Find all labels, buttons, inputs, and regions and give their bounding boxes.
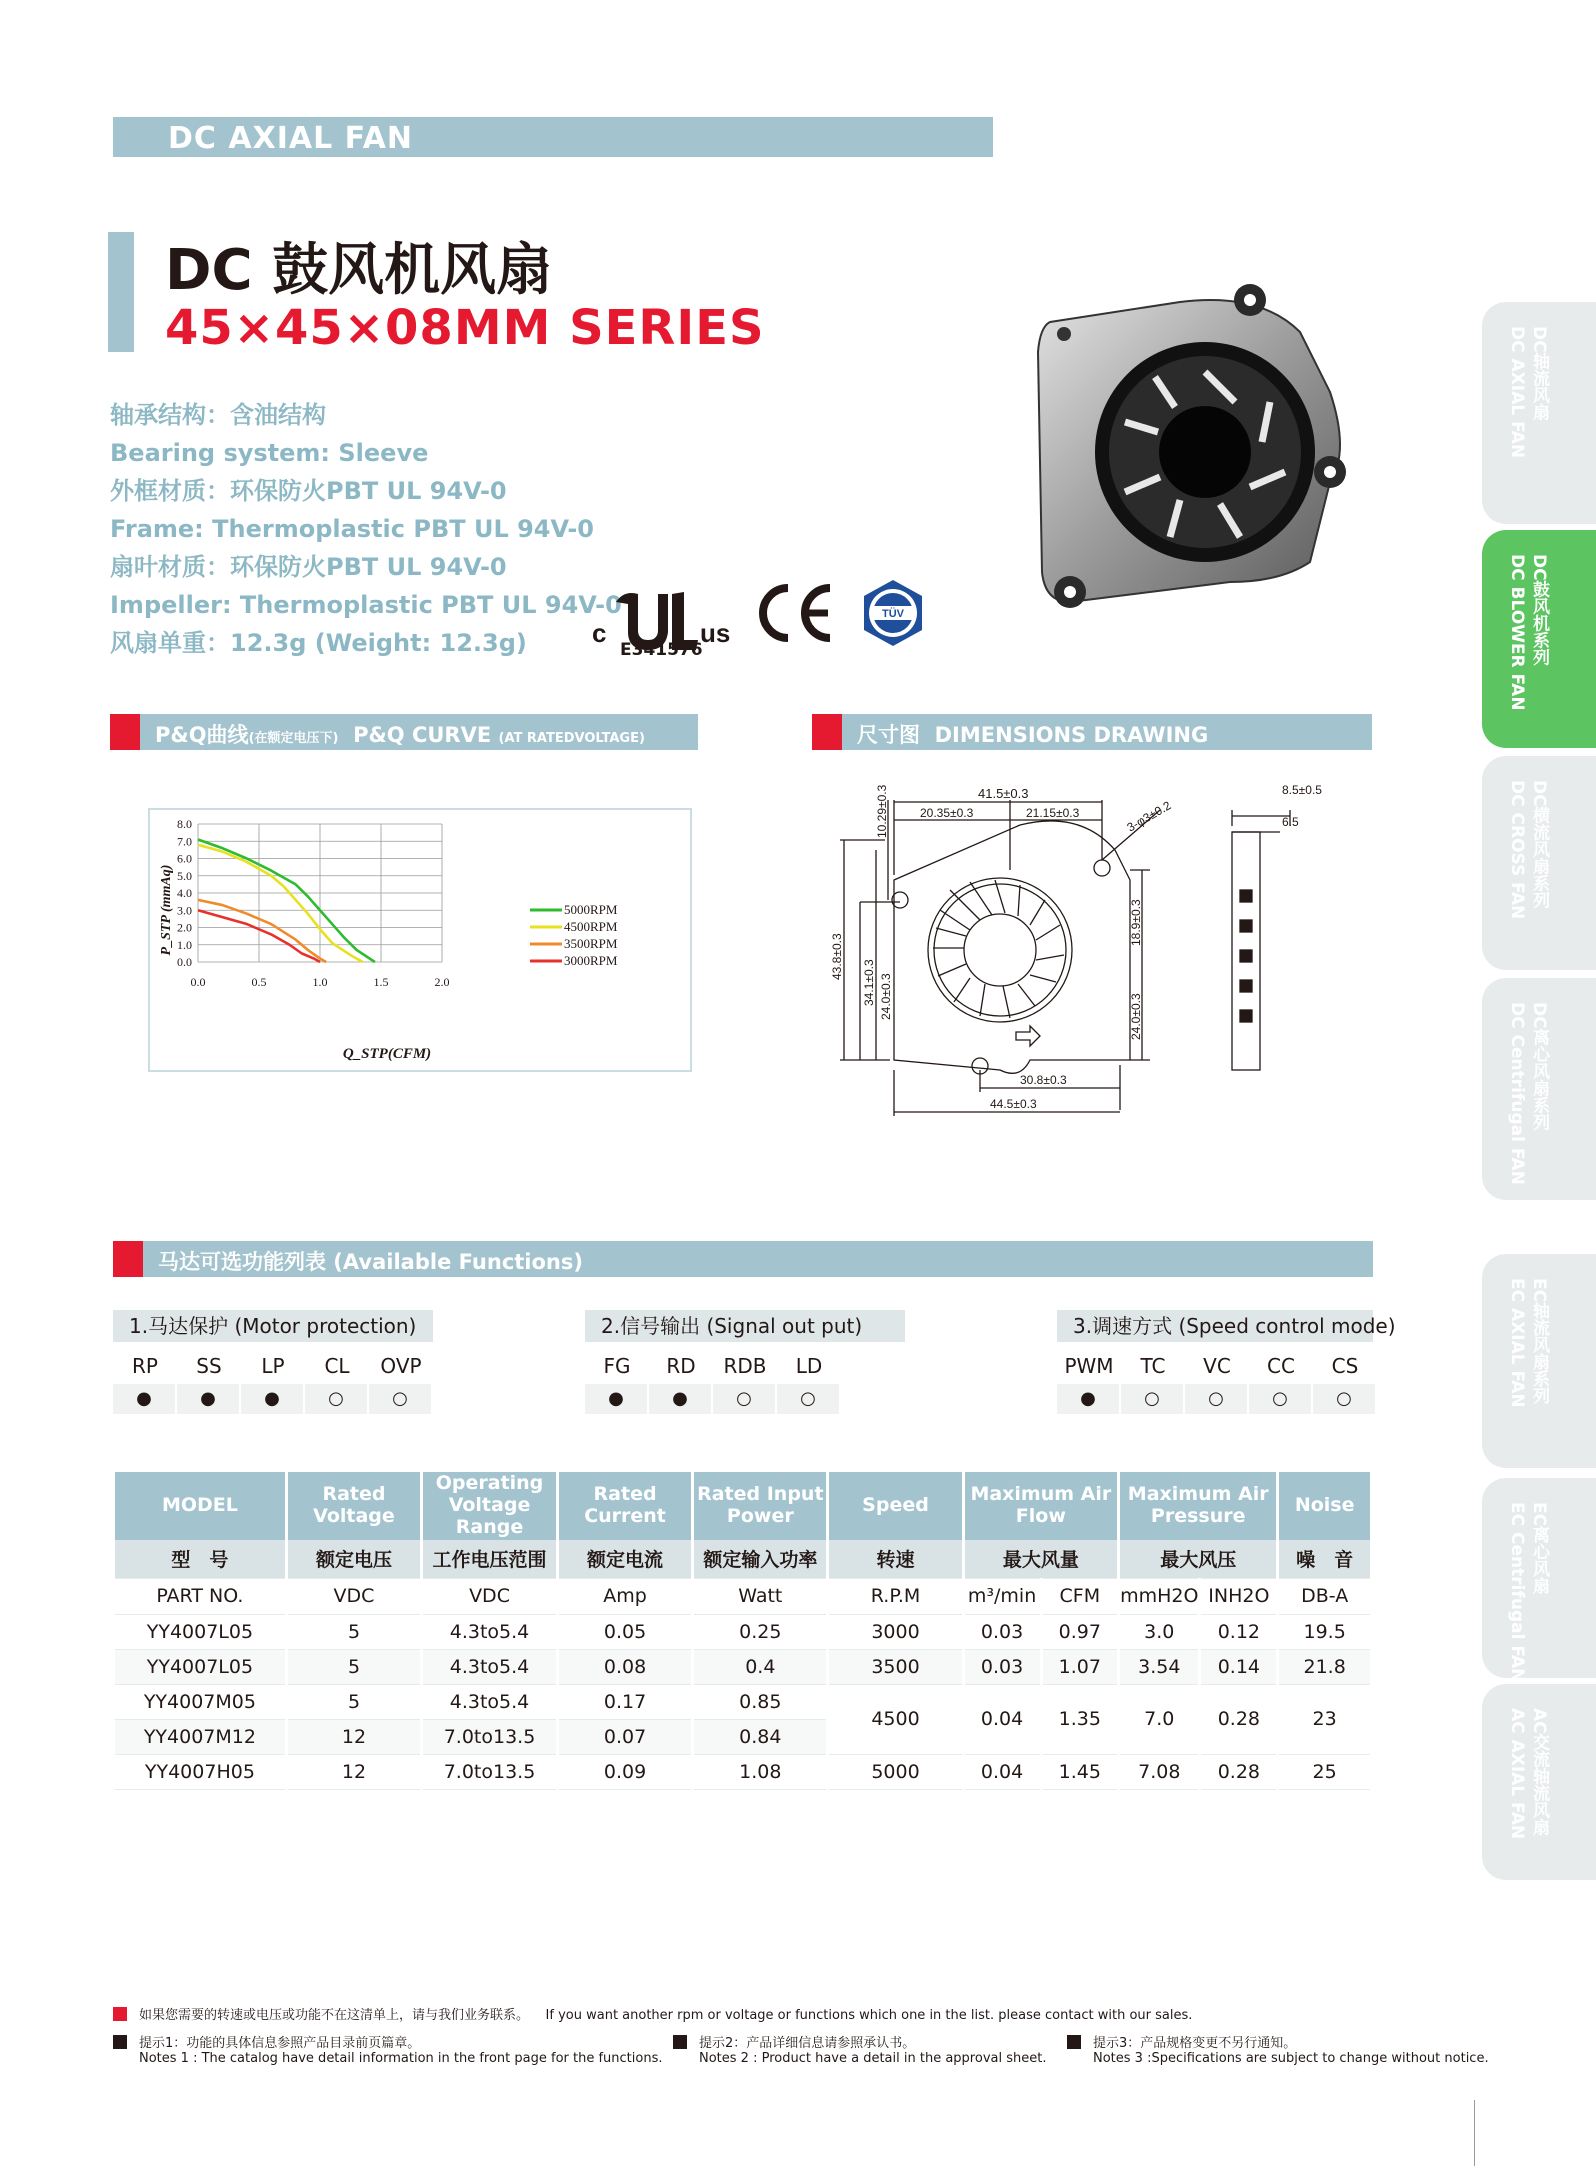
function-code: PWM — [1064, 1354, 1114, 1378]
function-mark: ● — [1057, 1384, 1121, 1414]
side-tab-label — [1506, 326, 1550, 458]
chart-x-ticks — [191, 975, 450, 989]
side-tab-cn: DC轴流风扇 — [1529, 326, 1549, 421]
side-tab-cn: DC鼓风机系列 — [1529, 554, 1549, 666]
dims-title-cn: 尺寸图 — [857, 723, 920, 747]
dim-41-5: 41.5±0.3 — [978, 786, 1029, 801]
cell-current: 0.07 — [557, 1719, 692, 1754]
note-contact-cn: 如果您需要的转速或电压或功能不在这清单上，请与我们业务联系。 — [139, 2008, 530, 2023]
note-3-cn: 提示3：产品规格变更不另行通知。 — [1093, 2036, 1297, 2051]
side-tab-dc-blower[interactable] — [1482, 530, 1596, 748]
cell-voltage: 5 — [286, 1684, 421, 1719]
table-header-row — [115, 1472, 1372, 1540]
dim-24-0-right: 24.0±0.3 — [1129, 993, 1143, 1040]
unit-cell: CFM — [1041, 1578, 1119, 1614]
table-units-row — [115, 1578, 1372, 1614]
cell-flow-cfm: 1.07 — [1041, 1649, 1119, 1684]
cell-noise: 19.5 — [1278, 1614, 1372, 1649]
function-mark: ○ — [713, 1384, 777, 1414]
cell-model: YY4007H05 — [115, 1754, 286, 1789]
col-header-air-pressure: Maximum Air Pressure — [1119, 1472, 1278, 1540]
ul-c-label: c — [592, 618, 607, 648]
cn-header-cell: 额定电流 — [557, 1540, 692, 1578]
spec-weight: 风扇单重：12.3g (Weight: 12.3g) — [110, 629, 527, 657]
cell-power: 0.4 — [693, 1649, 828, 1684]
chart-series-lines — [198, 840, 375, 962]
side-tab-en: EC AXIAL FAN — [1507, 1278, 1527, 1408]
x-tick-label: 2.0 — [434, 975, 450, 989]
function-group-speed-control — [1057, 1310, 1396, 1414]
cell-pressure-mm: 3.0 — [1119, 1614, 1200, 1649]
red-square-icon — [113, 2007, 127, 2021]
side-tab-label — [1506, 1002, 1550, 1185]
x-tick-label: 1.0 — [312, 975, 328, 989]
pq-section-marker — [110, 714, 140, 750]
cell-power: 0.84 — [693, 1719, 828, 1754]
spec-list — [110, 396, 622, 662]
cell-flow-cfm: 0.97 — [1041, 1614, 1119, 1649]
page-edge-line — [1474, 2100, 1475, 2166]
y-tick-label: 3.0 — [177, 903, 192, 918]
cell-current: 0.05 — [557, 1614, 692, 1649]
legend-label: 5000RPM — [564, 902, 618, 917]
cell-voltage: 12 — [286, 1719, 421, 1754]
side-tab-cn: EC轴流风扇系列 — [1529, 1278, 1549, 1405]
cell-pressure-in: 0.28 — [1200, 1754, 1278, 1789]
tuv-label: TÜV — [882, 608, 904, 620]
dim-6-5: 6.5 — [1282, 815, 1299, 829]
title-accent-bar — [108, 232, 134, 352]
side-tab-ec-axial[interactable] — [1482, 1254, 1596, 1468]
function-code: CL — [324, 1354, 350, 1378]
side-tab-ec-centrifugal[interactable] — [1482, 1478, 1596, 1683]
note-1-en: Notes 1 : The catalog have detail information in the front page for the functions. — [139, 2051, 663, 2066]
fan-product-image — [1030, 282, 1352, 612]
note-1-cn: 提示1：功能的具体信息参照产品目录前页篇章。 — [139, 2036, 421, 2051]
series-title: 45×45×08MM SERIES — [165, 300, 765, 356]
cell-power: 0.25 — [693, 1614, 828, 1649]
pq-section-title — [155, 719, 645, 749]
y-tick-label: 0.0 — [177, 955, 192, 969]
x-tick-label: 0.5 — [251, 975, 267, 989]
function-code: OVP — [380, 1354, 422, 1378]
cell-speed: 5000 — [828, 1754, 963, 1789]
spec-bearing-en: Bearing system: Sleeve — [110, 439, 429, 467]
unit-cell: mmH2O — [1119, 1578, 1200, 1614]
side-tab-en: AC AXIAL FAN — [1507, 1708, 1527, 1840]
function-marks-row — [585, 1384, 905, 1414]
spec-frame-en: Frame: Thermoplastic PBT UL 94V-0 — [110, 515, 594, 543]
header-banner — [113, 117, 993, 157]
function-mark: ○ — [305, 1384, 369, 1414]
function-mark: ● — [585, 1384, 649, 1414]
dim-18-9: 18.9±0.3 — [1129, 899, 1143, 946]
chart-y-ticks — [177, 817, 192, 969]
black-square-icon — [113, 2035, 127, 2049]
page-title: DC 鼓风机风扇 — [165, 238, 553, 303]
cell-flow-cfm: 1.45 — [1041, 1754, 1119, 1789]
function-mark: ○ — [369, 1384, 433, 1414]
spec-frame-cn: 外框材质：环保防火PBT UL 94V-0 — [110, 477, 507, 505]
unit-cell: DB-A — [1278, 1578, 1372, 1614]
function-group-title: 2.信号输出 (Signal out put) — [585, 1310, 905, 1342]
function-code: LD — [795, 1354, 823, 1378]
function-code: VC — [1203, 1354, 1231, 1378]
cell-range: 7.0to13.5 — [422, 1754, 558, 1789]
dim-20-35: 20.35±0.3 — [920, 806, 974, 820]
cell-voltage: 12 — [286, 1754, 421, 1789]
functions-section-bar — [113, 1241, 1373, 1277]
function-codes-row — [113, 1354, 433, 1378]
function-code: CS — [1331, 1354, 1359, 1378]
side-tab-cn: AC交流轴流风扇 — [1529, 1708, 1549, 1836]
table-row — [115, 1614, 1372, 1649]
functions-section-marker — [113, 1241, 143, 1277]
cell-speed: 3000 — [828, 1614, 963, 1649]
function-marks-row — [113, 1384, 433, 1414]
cn-header-cell: 额定电压 — [286, 1540, 421, 1578]
y-tick-label: 6.0 — [177, 851, 192, 866]
dimensions-drawing — [820, 770, 1360, 1130]
table-cn-header-row — [115, 1540, 1372, 1578]
col-header-air-flow: Maximum Air Flow — [963, 1472, 1119, 1540]
x-tick-label: 0.0 — [190, 975, 206, 989]
cell-flow-cfm: 1.35 — [1041, 1684, 1119, 1754]
function-group-title: 1.马达保护 (Motor protection) — [113, 1310, 433, 1342]
side-tab-dc-centrifugal[interactable] — [1482, 978, 1596, 1200]
function-group-title: 3.调速方式 (Speed control mode) — [1057, 1310, 1373, 1342]
side-tab-cn: EC离心风扇 — [1529, 1502, 1549, 1595]
side-tab-cn: DC横流风扇系列 — [1529, 780, 1549, 909]
y-tick-label: 1.0 — [177, 937, 192, 952]
cell-pressure-mm: 3.54 — [1119, 1649, 1200, 1684]
cell-range: 4.3to5.4 — [422, 1684, 558, 1719]
pq-title-cn: P&Q曲线 — [155, 723, 249, 747]
function-mark: ○ — [1313, 1384, 1377, 1414]
side-tab-label — [1506, 554, 1550, 711]
pq-title-cn-small: (在额定电压下) — [248, 731, 339, 746]
dim-8-5: 8.5±0.5 — [1282, 783, 1322, 797]
dim-21-15: 21.15±0.3 — [1026, 806, 1080, 820]
col-header-model: MODEL — [115, 1472, 286, 1540]
unit-cell: VDC — [286, 1578, 421, 1614]
side-tab-en: EC Centrifugal FAN — [1507, 1502, 1527, 1683]
cell-model: YY4007M05 — [115, 1684, 286, 1719]
cn-header-cell: 最大风量 — [963, 1540, 1119, 1578]
chart-y-label: P_STP (mmAq) — [159, 864, 174, 956]
x-tick-label: 1.5 — [373, 975, 389, 989]
spec-bearing-cn: 轴承结构：含油结构 — [110, 401, 326, 429]
side-tab-label — [1506, 1502, 1550, 1682]
cell-current: 0.08 — [557, 1649, 692, 1684]
unit-cell: PART NO. — [115, 1578, 286, 1614]
cell-speed: 4500 — [828, 1684, 963, 1754]
function-mark: ● — [177, 1384, 241, 1414]
ce-logo-icon — [752, 578, 837, 648]
function-codes-row — [585, 1354, 905, 1378]
side-tab-en: DC AXIAL FAN — [1507, 326, 1527, 459]
note-2-cn: 提示2：产品详细信息请参照承认书。 — [699, 2036, 916, 2051]
table-row — [115, 1754, 1372, 1789]
function-code: TC — [1140, 1354, 1166, 1378]
dim-44-5: 44.5±0.3 — [990, 1097, 1037, 1111]
dim-10-29: 10.29±0.3 — [875, 784, 889, 838]
unit-cell: m³/min — [963, 1578, 1041, 1614]
side-tab-dc-axial[interactable] — [1482, 302, 1596, 524]
cn-header-cell: 转速 — [828, 1540, 963, 1578]
functions-section-title: 马达可选功能列表 (Available Functions) — [158, 1250, 583, 1274]
note-3-en: Notes 3 :Specifications are subject to change without notice. — [1093, 2051, 1489, 2066]
dim-holes: 3-φ3±0.2 — [1124, 798, 1174, 835]
function-mark: ○ — [777, 1384, 841, 1414]
function-code: FG — [603, 1354, 631, 1378]
cell-noise: 23 — [1278, 1684, 1372, 1754]
function-mark: ○ — [1185, 1384, 1249, 1414]
spec-impeller-cn: 扇叶材质：环保防火PBT UL 94V-0 — [110, 553, 507, 581]
cell-flow-m3: 0.03 — [963, 1649, 1041, 1684]
cn-header-cell: 型 号 — [115, 1540, 286, 1578]
cn-header-cell: 工作电压范围 — [422, 1540, 558, 1578]
side-tab-en: DC CROSS FAN — [1507, 780, 1527, 920]
cell-flow-m3: 0.04 — [963, 1684, 1041, 1754]
cn-header-cell: 额定输入功率 — [693, 1540, 828, 1578]
table-row — [115, 1684, 1372, 1719]
legend-label: 3500RPM — [564, 936, 618, 951]
side-tab-cn: DC离心风扇系列 — [1529, 1002, 1549, 1131]
function-group-signal-output — [585, 1310, 905, 1414]
function-mark: ○ — [1249, 1384, 1313, 1414]
col-header-input-power: Rated Input Power — [693, 1472, 828, 1540]
cell-model: YY4007L05 — [115, 1614, 286, 1649]
unit-cell: R.P.M — [828, 1578, 963, 1614]
header-banner-text: DC AXIAL FAN — [168, 121, 414, 156]
pq-section-bar — [110, 714, 698, 750]
note-contact-en: If you want another rpm or voltage or functions which one in the list. please contact with our sales. — [545, 2008, 1193, 2023]
cell-voltage: 5 — [286, 1649, 421, 1684]
chart-grid — [198, 824, 442, 962]
spec-table — [115, 1472, 1373, 1790]
cell-pressure-in: 0.28 — [1200, 1684, 1278, 1754]
cell-range: 7.0to13.5 — [422, 1719, 558, 1754]
col-header-speed: Speed — [828, 1472, 963, 1540]
side-tab-ac-axial[interactable] — [1482, 1684, 1596, 1880]
y-tick-label: 7.0 — [177, 834, 192, 849]
dim-34-1: 34.1±0.3 — [862, 959, 876, 1006]
cn-header-cell: 噪 音 — [1278, 1540, 1372, 1578]
col-header-noise: Noise — [1278, 1472, 1372, 1540]
dim-24-0-left: 24.0±0.3 — [879, 973, 893, 1020]
function-mark: ● — [649, 1384, 713, 1414]
y-tick-label: 2.0 — [177, 920, 192, 935]
y-tick-label: 5.0 — [177, 868, 192, 883]
tuv-logo-icon — [858, 578, 928, 648]
chart-x-label: Q_STP(CFM) — [342, 1046, 432, 1062]
function-code: RP — [132, 1354, 158, 1378]
note-2 — [673, 2032, 1046, 2066]
function-mark: ● — [241, 1384, 305, 1414]
col-header-rated-voltage: Rated Voltage — [286, 1472, 421, 1540]
function-group-motor-protection — [113, 1310, 433, 1414]
cell-noise: 21.8 — [1278, 1649, 1372, 1684]
dims-title-en: DIMENSIONS DRAWING — [934, 723, 1209, 747]
cn-header-cell: 最大风压 — [1119, 1540, 1278, 1578]
cell-pressure-in: 0.12 — [1200, 1614, 1278, 1649]
side-tab-en: DC Centrifugal FAN — [1507, 1002, 1527, 1185]
spec-impeller-en: Impeller: Thermoplastic PBT UL 94V-0 — [110, 591, 622, 619]
note-2-en: Notes 2 : Product have a detail in the approval sheet. — [699, 2051, 1047, 2066]
col-header-operating-range: Operating Voltage Range — [422, 1472, 558, 1540]
col-header-rated-current: Rated Current — [557, 1472, 692, 1540]
pq-title-en-small: (AT RATEDVOLTAGE) — [498, 731, 645, 746]
cell-pressure-mm: 7.0 — [1119, 1684, 1200, 1754]
unit-cell: Watt — [693, 1578, 828, 1614]
cell-voltage: 5 — [286, 1614, 421, 1649]
function-codes-row — [1057, 1354, 1377, 1378]
cell-current: 0.09 — [557, 1754, 692, 1789]
dim-43-8: 43.8±0.3 — [830, 933, 844, 980]
cell-model: YY4007M12 — [115, 1719, 286, 1754]
side-tab-label — [1506, 780, 1550, 919]
note-3 — [1067, 2032, 1489, 2066]
dim-30-8: 30.8±0.3 — [1020, 1073, 1067, 1087]
pq-chart — [150, 810, 690, 1070]
cell-model: YY4007L05 — [115, 1649, 286, 1684]
chart-legend — [530, 902, 618, 968]
pq-chart-frame — [148, 808, 692, 1072]
cell-range: 4.3to5.4 — [422, 1649, 558, 1684]
function-mark: ○ — [1121, 1384, 1185, 1414]
function-mark: ● — [113, 1384, 177, 1414]
cell-pressure-mm: 7.08 — [1119, 1754, 1200, 1789]
side-tab-label — [1506, 1708, 1550, 1839]
side-tab-dc-cross[interactable] — [1482, 756, 1596, 970]
dims-section-bar — [812, 714, 1372, 750]
side-tab-label — [1506, 1278, 1550, 1408]
function-code: SS — [196, 1354, 222, 1378]
function-code: LP — [261, 1354, 285, 1378]
legend-label: 4500RPM — [564, 919, 618, 934]
y-tick-label: 4.0 — [177, 886, 192, 900]
cell-power: 0.85 — [693, 1684, 828, 1719]
ul-us-label: us — [700, 618, 731, 648]
cell-noise: 25 — [1278, 1754, 1372, 1789]
legend-label: 3000RPM — [564, 953, 618, 968]
dims-section-title — [857, 719, 1208, 749]
pq-title-en: P&Q CURVE — [353, 723, 492, 747]
table-row — [115, 1649, 1372, 1684]
black-square-icon — [673, 2035, 687, 2049]
function-marks-row — [1057, 1384, 1377, 1414]
unit-cell: VDC — [422, 1578, 558, 1614]
side-tab-en: DC BLOWER FAN — [1507, 554, 1527, 711]
function-code: RD — [666, 1354, 696, 1378]
note-contact — [113, 2004, 1192, 2023]
cell-flow-m3: 0.04 — [963, 1754, 1041, 1789]
cell-flow-m3: 0.03 — [963, 1614, 1041, 1649]
black-square-icon — [1067, 2035, 1081, 2049]
unit-cell: Amp — [557, 1578, 692, 1614]
cell-pressure-in: 0.14 — [1200, 1649, 1278, 1684]
dims-section-marker — [812, 714, 842, 750]
y-tick-label: 8.0 — [177, 817, 192, 831]
cell-speed: 3500 — [828, 1649, 963, 1684]
ul-number: E341576 — [620, 640, 703, 660]
cell-range: 4.3to5.4 — [422, 1614, 558, 1649]
cell-current: 0.17 — [557, 1684, 692, 1719]
unit-cell: INH2O — [1200, 1578, 1278, 1614]
note-1 — [113, 2032, 663, 2066]
function-code: CC — [1267, 1354, 1295, 1378]
function-code: RDB — [723, 1354, 767, 1378]
cell-power: 1.08 — [693, 1754, 828, 1789]
